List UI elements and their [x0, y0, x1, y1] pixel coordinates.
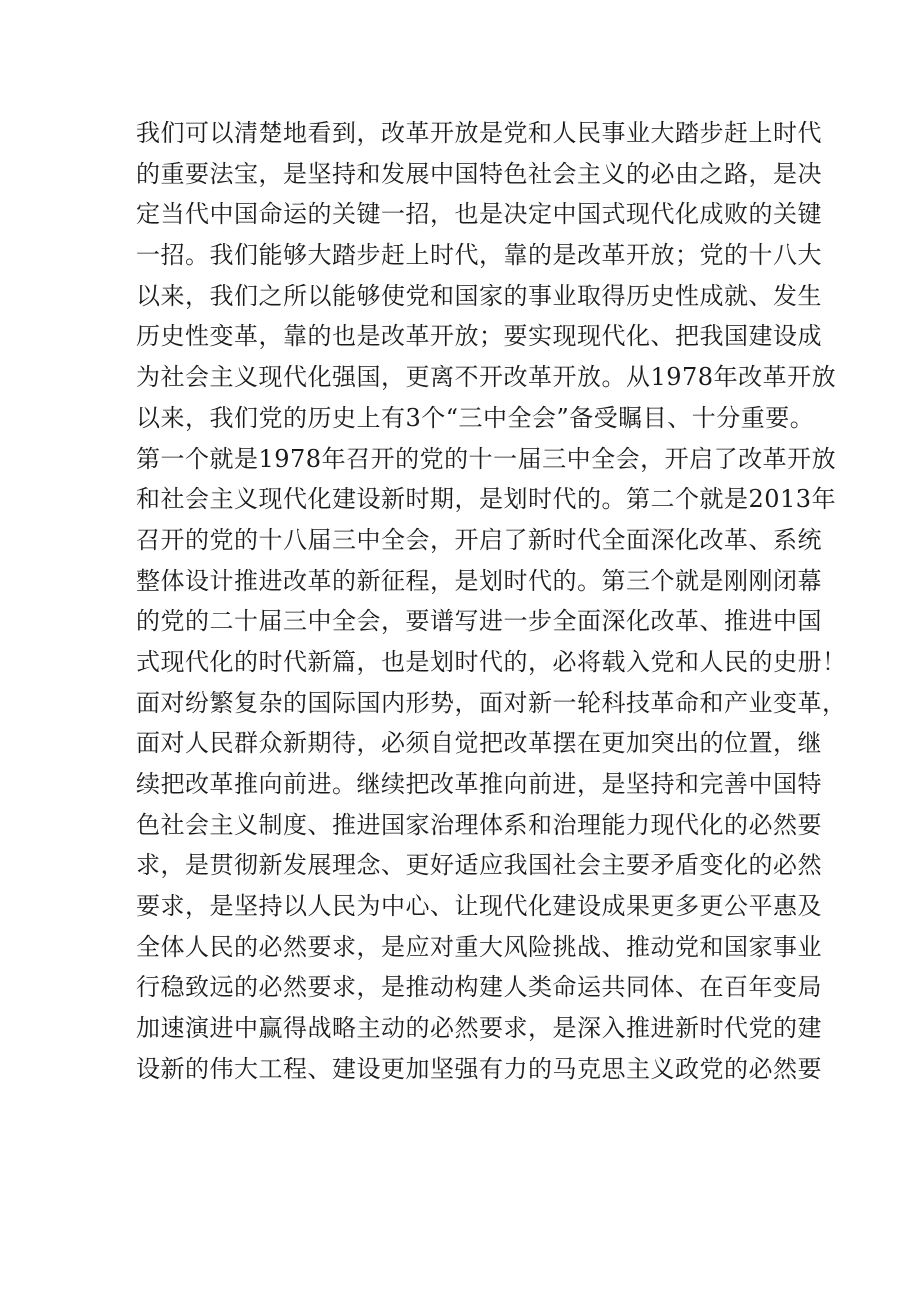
text-line: 一招。我们能够大踏步赶上时代，靠的是改革开放；党的十八大 — [136, 241, 822, 270]
text-line: 要求，是坚持以人民为中心、让现代化建设成果更多更公平惠及 — [136, 892, 822, 921]
text-line: 设新的伟大工程、建设更加坚强有力的马克思主义政党的必然要 — [136, 1054, 822, 1083]
text-line: 全体人民的必然要求，是应对重大风险挑战、推动党和国家事业 — [136, 932, 822, 961]
text-line: 以来，我们之所以能够使党和国家的事业取得历史性成就、发生 — [136, 281, 822, 310]
text-line: 续把改革推向前进。继续把改革推向前进，是坚持和完善中国特 — [136, 770, 822, 798]
text-line: 行稳致远的必然要求，是推动构建人类命运共同体、在百年变局 — [136, 973, 822, 1002]
text-line: 色社会主义制度、推进国家治理体系和治理能力现代化的必然要 — [136, 810, 822, 839]
text-line: 式现代化的时代新篇，也是划时代的，必将载入党和人民的史册！ — [136, 647, 847, 676]
text-line: 的党的二十届三中全会，要谱写进一步全面深化改革、推进中国 — [136, 607, 822, 636]
text-line: 面对人民群众新期待，必须自觉把改革摆在更加突出的位置，继 — [136, 729, 822, 758]
text-line: 召开的党的十八届三中全会，开启了新时代全面深化改革、系统 — [136, 525, 822, 554]
text-line: 加速演进中赢得战略主动的必然要求，是深入推进新时代党的建 — [136, 1014, 822, 1043]
text-line: 整体设计推进改革的新征程，是划时代的。第三个就是刚刚闭幕 — [136, 566, 822, 595]
text-line: 面对纷繁复杂的国际国内形势，面对新一轮科技革命和产业变革， — [136, 688, 847, 717]
text-line: 为社会主义现代化强国，更离不开改革开放。从1978年改革开放 — [136, 363, 837, 392]
text-line: 第一个就是1978年召开的党的十一届三中全会，开启了改革开放 — [136, 444, 837, 473]
text-line: 我们可以清楚地看到，改革开放是党和人民事业大踏步赶上时代 — [136, 119, 822, 147]
text-line: 求，是贯彻新发展理念、更好适应我国社会主要矛盾变化的必然 — [136, 851, 822, 880]
body-paragraph — [136, 113, 847, 1090]
text-line: 的重要法宝，是坚持和发展中国特色社会主义的必由之路，是决 — [136, 159, 822, 188]
text-line: 定当代中国命运的关键一招，也是决定中国式现代化成败的关键 — [136, 200, 822, 229]
text-line: 以来，我们党的历史上有3个“三中全会”备受瞩目、十分重要。 — [136, 403, 815, 432]
text-line: 和社会主义现代化建设新时期，是划时代的。第二个就是2013年 — [136, 485, 837, 514]
text-line: 历史性变革，靠的也是改革开放；要实现现代化、把我国建设成 — [136, 322, 822, 351]
